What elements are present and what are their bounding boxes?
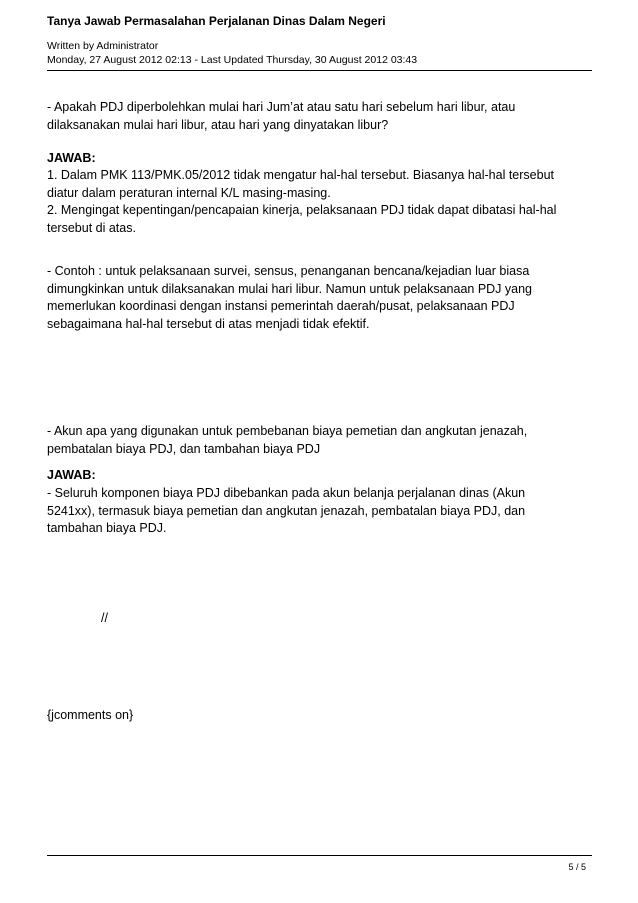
date-line: Monday, 27 August 2012 02:13 - Last Updated Thursday, 30 August 2012 03:43: [47, 54, 418, 66]
document-title: Tanya Jawab Permasalahan Perjalanan Dinas Dalam Negeri: [47, 14, 386, 28]
page-number: 5 / 5: [568, 862, 586, 872]
answer-label-2: JAWAB:: [47, 468, 96, 482]
example-paragraph: - Contoh : untuk pelaksanaan survei, sensus, penanganan bencana/kejadian luar biasa dimungkinkan untuk dilaksanakan mulai hari libur. Namun untuk pelaksanaan PDJ yang memerlukan koordinasi dengan instansi pemerintah daerah/pusat, pelaksanaan PDJ sebagaimana hal-hal tersebut di atas menjadi tidak efektif.: [47, 264, 533, 331]
question-2: - Akun apa yang digunakan untuk pembebanan biaya pemetian dan angkutan jenazah, pembatalan biaya PDJ, dan tambahan biaya PDJ: [47, 424, 528, 456]
answer-1: 1. Dalam PMK 113/PMK.05/2012 tidak mengatur hal-hal tersebut. Biasanya hal-hal tersebut diatur dalam peraturan internal K/L masing-masing. 2. Mengingat kepentingan/pencapaian kinerja, pelaksanaan PDJ tidak dapat dibatasi hal-hal tersebut di atas.: [47, 168, 557, 235]
document-page: [47, 0, 592, 903]
answer-label-1: JAWAB:: [47, 151, 96, 165]
question-1: - Apakah PDJ diperbolehkan mulai hari Jum’at atau satu hari sebelum hari libur, atau dilaksanakan mulai hari libur, atau hari yang dinyatakan libur?: [47, 100, 516, 132]
answer-2: - Seluruh komponen biaya PDJ dibebankan pada akun belanja perjalanan dinas (Akun 5241xx), termasuk biaya pemetian dan angkutan jenazah, pembatalan biaya PDJ, dan tambahan biaya PDJ.: [47, 486, 526, 535]
jcomments-tag: {jcomments on}: [47, 708, 134, 722]
footer-divider: [47, 855, 592, 856]
author-line: Written by Administrator: [47, 40, 159, 52]
comment-marker: //: [101, 611, 108, 625]
header-divider: [47, 70, 592, 71]
